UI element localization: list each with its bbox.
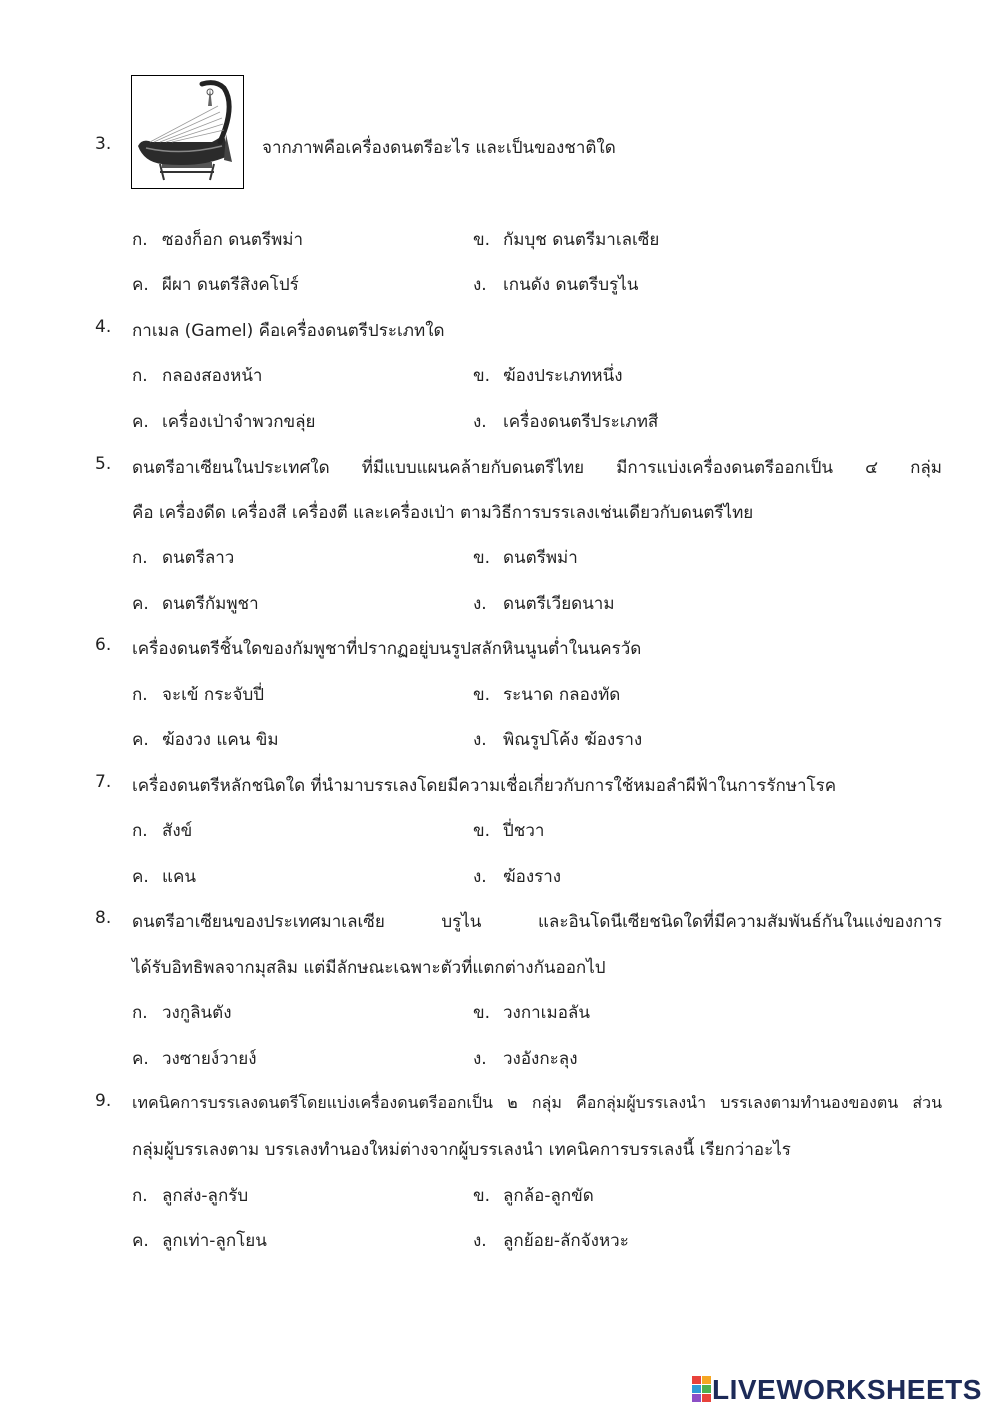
option-b[interactable] bbox=[473, 681, 620, 708]
option-c[interactable] bbox=[132, 271, 299, 298]
option-b[interactable] bbox=[473, 999, 590, 1026]
option-text: ลูกเท่า-ลูกโยน bbox=[162, 1231, 267, 1251]
option-text: ระนาด กลองทัด bbox=[503, 685, 621, 705]
option-letter: ค. bbox=[132, 730, 149, 750]
option-b[interactable] bbox=[473, 1182, 594, 1209]
question-text-line-1: เทคนิคการบรรเลงดนตรีโดยแบ่งเครื่องดนตรีออกเป็น ๒ กลุ่ม คือกลุ่มผู้บรรเลงนำ บรรเลงตามทำนองของตน ส่วน bbox=[132, 1093, 942, 1112]
liveworksheets-logo[interactable] bbox=[692, 1374, 982, 1406]
option-c[interactable] bbox=[132, 726, 279, 753]
question-number: 3. bbox=[95, 134, 112, 154]
option-letter: ข. bbox=[473, 548, 491, 568]
option-letter: ง. bbox=[473, 275, 487, 295]
option-d[interactable] bbox=[473, 271, 638, 298]
option-letter: ข. bbox=[473, 1186, 491, 1206]
option-text: ดนตรีพม่า bbox=[503, 548, 578, 568]
option-letter: ก. bbox=[132, 1003, 148, 1023]
option-text: เครื่องดนตรีประเภทสี bbox=[503, 412, 659, 432]
option-letter: ง. bbox=[473, 730, 487, 750]
question-text-line-2: คือ เครื่องดีด เครื่องสี เครื่องตี และเครื่องเป่า ตามวิธีการบรรเลงเช่นเดียวกับดนตรีไทย bbox=[132, 503, 754, 523]
option-text: จะเข้ กระจับปี่ bbox=[162, 685, 265, 705]
question-text-line-1: ดนตรีอาเซียนในประเทศใด ที่มีแบบแผนคล้ายกับดนตรีไทย มีการแบ่งเครื่องดนตรีออกเป็น ๔ กลุ่ม bbox=[132, 458, 942, 478]
option-text: สังข์ bbox=[162, 821, 193, 841]
option-letter: ข. bbox=[473, 230, 491, 250]
option-d[interactable] bbox=[473, 408, 658, 435]
option-text: แคน bbox=[162, 867, 196, 887]
option-a[interactable] bbox=[132, 544, 234, 571]
option-d[interactable] bbox=[473, 863, 561, 890]
option-text: ฆ้องราง bbox=[503, 867, 562, 887]
liveworksheets-logo-icon bbox=[692, 1376, 712, 1404]
option-letter: ง. bbox=[473, 867, 487, 887]
question-text-line-1: ดนตรีอาเซียนของประเทศมาเลเซีย บรูไน และอินโดนีเซียชนิดใดที่มีความสัมพันธ์กันในแง่ของการ bbox=[132, 912, 942, 932]
option-text: ซองก็อก ดนตรีพม่า bbox=[162, 230, 304, 250]
option-letter: ข. bbox=[473, 821, 491, 841]
option-text: พิณรูปโค้ง ฆ้องราง bbox=[503, 730, 643, 750]
option-text: ฆ้องประเภทหนึ่ง bbox=[503, 366, 623, 386]
option-text: วงกาเมอลัน bbox=[503, 1003, 590, 1023]
liveworksheets-logo-text: LIVEWORKSHEETS bbox=[712, 1374, 982, 1405]
option-text: ลูกย้อย-ลักจังหวะ bbox=[503, 1231, 629, 1251]
option-b[interactable] bbox=[473, 544, 578, 571]
option-text: เครื่องเป่าจำพวกขลุ่ย bbox=[162, 412, 316, 432]
option-letter: ข. bbox=[473, 366, 491, 386]
option-a[interactable] bbox=[132, 1182, 248, 1209]
option-c[interactable] bbox=[132, 408, 316, 435]
option-letter: ก. bbox=[132, 548, 148, 568]
question-text: เครื่องดนตรีชิ้นใดของกัมพูชาที่ปรากฏอยู่บนรูปสลักหินนูนต่ำในนครวัด bbox=[132, 639, 642, 659]
option-b[interactable] bbox=[473, 226, 659, 253]
question-text-line-2: กลุ่มผู้บรรเลงตาม บรรเลงทำนองใหม่ต่างจากผู้บรรเลงนำ เทคนิคการบรรเลงนี้ เรียกว่าอะไร bbox=[132, 1140, 791, 1160]
option-text: ลูกส่ง-ลูกรับ bbox=[162, 1186, 249, 1206]
option-letter: ก. bbox=[132, 366, 148, 386]
option-a[interactable] bbox=[132, 226, 303, 253]
option-b[interactable] bbox=[473, 817, 544, 844]
option-letter: ค. bbox=[132, 275, 149, 295]
option-letter: ก. bbox=[132, 821, 148, 841]
option-letter: ข. bbox=[473, 1003, 491, 1023]
option-a[interactable] bbox=[132, 999, 232, 1026]
option-letter: ค. bbox=[132, 594, 149, 614]
option-text: ดนตรีลาว bbox=[162, 548, 235, 568]
option-letter: ข. bbox=[473, 685, 491, 705]
option-d[interactable] bbox=[473, 726, 642, 753]
option-d[interactable] bbox=[473, 1227, 629, 1254]
question-number: 4. bbox=[95, 317, 112, 337]
option-c[interactable] bbox=[132, 863, 196, 890]
option-text: ฆ้องวง แคน ขิม bbox=[162, 730, 279, 750]
option-d[interactable] bbox=[473, 590, 615, 617]
option-b[interactable] bbox=[473, 362, 623, 389]
option-text: เกนดัง ดนตรีบรูไน bbox=[503, 275, 639, 295]
question-text: กาเมล (Gamel) คือเครื่องดนตรีประเภทใด bbox=[132, 321, 445, 341]
option-text: ลูกล้อ-ลูกขัด bbox=[503, 1186, 594, 1206]
option-text: ดนตรีเวียดนาม bbox=[503, 594, 615, 614]
option-text: ดนตรีกัมพูชา bbox=[162, 594, 259, 614]
option-letter: ง. bbox=[473, 412, 487, 432]
option-letter: ก. bbox=[132, 230, 148, 250]
option-c[interactable] bbox=[132, 1045, 257, 1072]
question-text: จากภาพคือเครื่องดนตรีอะไร และเป็นของชาติใด bbox=[262, 138, 616, 158]
option-d[interactable] bbox=[473, 1045, 578, 1072]
option-c[interactable] bbox=[132, 1227, 267, 1254]
question-number: 7. bbox=[95, 772, 112, 792]
option-letter: ก. bbox=[132, 1186, 148, 1206]
option-letter: ค. bbox=[132, 1231, 149, 1251]
burmese-harp-illustration bbox=[132, 76, 242, 187]
question-number: 9. bbox=[95, 1091, 112, 1111]
option-letter: ง. bbox=[473, 1231, 487, 1251]
option-letter: ง. bbox=[473, 1049, 487, 1069]
option-a[interactable] bbox=[132, 817, 192, 844]
question-text-line-2: ได้รับอิทธิพลจากมุสลิม แต่มีลักษณะเฉพาะตัวที่แตกต่างกันออกไป bbox=[132, 958, 606, 978]
option-text: ปี่ชวา bbox=[503, 821, 545, 841]
option-c[interactable] bbox=[132, 590, 259, 617]
option-a[interactable] bbox=[132, 362, 262, 389]
option-letter: ง. bbox=[473, 594, 487, 614]
option-text: วงซายง์วายง์ bbox=[162, 1049, 257, 1069]
question-text: เครื่องดนตรีหลักชนิดใด ที่นำมาบรรเลงโดยมีความเชื่อเกี่ยวกับการใช้หมอลำผีฟ้าในการรักษาโรค bbox=[132, 776, 837, 796]
option-text: กัมบุช ดนตรีมาเลเซีย bbox=[503, 230, 660, 250]
option-letter: ค. bbox=[132, 412, 149, 432]
option-text: วงอังกะลุง bbox=[503, 1049, 578, 1069]
question-number: 8. bbox=[95, 908, 112, 928]
option-text: ผีผา ดนตรีสิงคโปร์ bbox=[162, 275, 299, 295]
option-text: กลองสองหน้า bbox=[162, 366, 263, 386]
option-text: วงกูลินตัง bbox=[162, 1003, 232, 1023]
option-letter: ก. bbox=[132, 685, 148, 705]
question-number: 6. bbox=[95, 635, 112, 655]
option-letter: ค. bbox=[132, 1049, 149, 1069]
option-letter: ค. bbox=[132, 867, 149, 887]
instrument-image bbox=[131, 75, 244, 189]
option-a[interactable] bbox=[132, 681, 264, 708]
question-number: 5. bbox=[95, 454, 112, 474]
